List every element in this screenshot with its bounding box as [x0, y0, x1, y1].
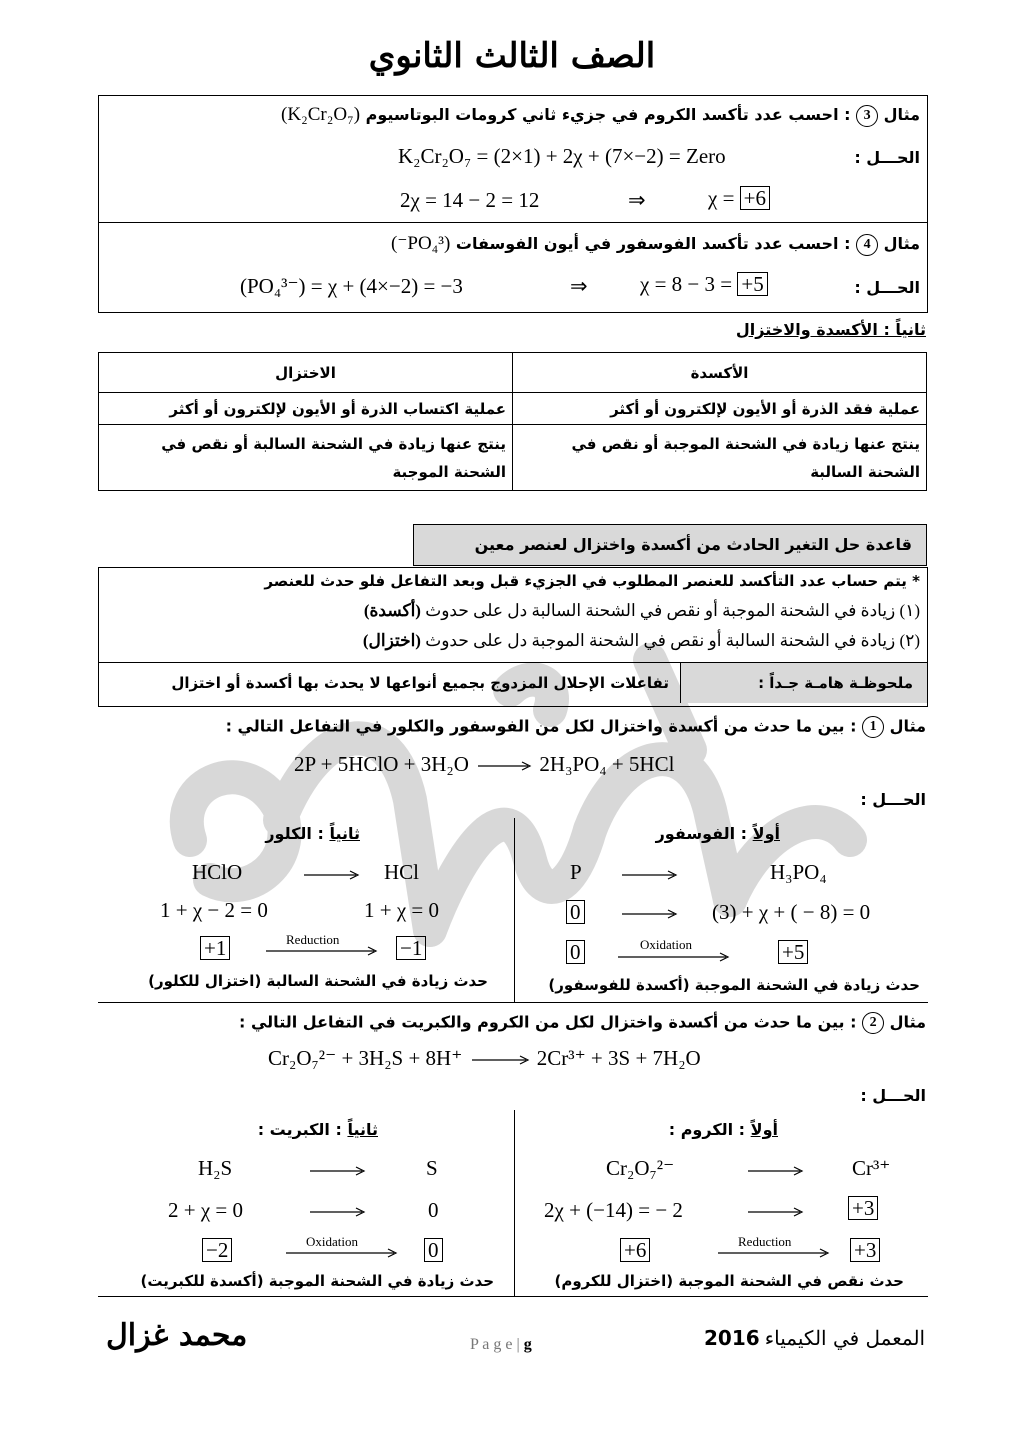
s-line-3-b: 0 [424, 1238, 443, 1263]
section-title: ثانياً : الأكسدة والاختزال [735, 320, 926, 339]
footer-signature: محمد غزال [106, 1318, 248, 1353]
oxidation-label: Oxidation [640, 937, 692, 952]
arrow [262, 944, 382, 958]
reduction-label: Reduction [286, 932, 340, 947]
arrow [618, 907, 680, 921]
s-line-2-b: 0 [428, 1198, 439, 1222]
reaction-arrow [468, 1053, 532, 1067]
formula: (PO₄³⁻) [391, 233, 451, 254]
arrow [744, 1164, 806, 1178]
example-label: مثال [889, 716, 926, 736]
example-3-result: χ = +6 [708, 186, 770, 211]
reaction-arrow [474, 759, 534, 773]
cl-line-1-b: HCl [384, 860, 420, 884]
oxidation-reduction-table [98, 352, 927, 491]
s-line-1-a: H₂S [198, 1156, 233, 1180]
bottom-divider [98, 1296, 928, 1297]
reaction-equation: Cr₂O₇²⁻ + 3H₂S + 8H⁺ 2Cr³⁺ + 3S + 7H₂O [268, 1046, 701, 1070]
arrow [306, 1164, 368, 1178]
arrow [306, 1205, 368, 1219]
reduction-def: عملية اكتساب الذرة أو الأيون لإلكترون أو أكثر [99, 393, 513, 425]
arrow [744, 1205, 806, 1219]
rule-line-1: * يتم حساب عدد التأكسد للعنصر المطلوب في الجزيء قبل وبعد التفاعل فلو حدث للعنصر [264, 572, 920, 590]
chromium-note: حدث نقص في الشحنة الموجبة (اختزال للكروم) [554, 1272, 904, 1290]
example-4-question [391, 232, 920, 256]
s-line-1-b: S [426, 1156, 438, 1180]
formula: (K₂Cr₂O₇) [281, 104, 361, 125]
column-divider [514, 818, 515, 1002]
oxidation-label: Oxidation [306, 1234, 358, 1249]
p-line-3-a: 0 [566, 940, 585, 965]
header-oxidation: الأكسدة [513, 353, 927, 393]
subtitle-sulfur: ثانياً : الكبريت : [257, 1120, 378, 1139]
example-label: مثال [883, 105, 920, 124]
page-header-title: الصف الثالث الثانوي [368, 36, 656, 76]
cl-line-1-a: HClO [192, 860, 243, 884]
note-label: ملحوظـة هامـة جـداً : [680, 663, 927, 703]
example-label: مثال [883, 234, 920, 253]
example-3-line-1: K₂Cr₂O₇ = (2×1) + 2χ + (7×−2) = Zero [398, 144, 726, 168]
solution-label: الحـــل : [860, 790, 926, 809]
s-line-2-a: 2 + χ = 0 [168, 1198, 244, 1222]
rule-line-3: (٢) زيادة في الشحنة السالبة أو نقص في الشحنة الموجبة دل على حدوث (اختزال) [362, 631, 920, 650]
example-label: مثال [889, 1012, 926, 1032]
p-line-2-a: 0 [566, 900, 585, 925]
implies-arrow: ⇒ [628, 188, 646, 212]
example-number: 2 [862, 1012, 884, 1034]
example-number: 4 [856, 234, 878, 256]
example-3-question [281, 104, 920, 127]
example-3-line-2: 2χ = 14 − 2 = 12 [400, 188, 540, 212]
cr-line-2-a: 2χ + (−14) = − 2 [544, 1198, 683, 1222]
arrow [300, 868, 362, 882]
example-1-question [226, 716, 926, 738]
phosphorus-note: حدث زيادة في الشحنة الموجبة (أكسدة للفوسفور) [548, 976, 920, 994]
answer-box: +5 [737, 272, 767, 296]
question-text: : احسب عدد تأكسد الكروم في جزيء ثاني كرومات البوتاسيوم [365, 105, 851, 124]
cr-line-3-b: +3 [850, 1238, 880, 1263]
example-number: 1 [862, 716, 884, 738]
chlorine-note: حدث زيادة في الشحنة السالبة (اختزال للكلور) [148, 972, 488, 990]
cl-line-3-a: +1 [200, 936, 230, 961]
subtitle-chromium: أولاً : الكروم : [668, 1120, 778, 1139]
question-text: : بين ما حدث من أكسدة واختزال لكل من الكروم والكبريت في التفاعل التالي : [239, 1012, 857, 1032]
example-4-line-1: (PO₄³⁻) = χ + (4×−2) = −3 [240, 274, 463, 298]
rule-line-2: (١) زيادة في الشحنة الموجبة أو نقص في الشحنة السالبة دل على حدوث (أكسدة) [363, 601, 920, 620]
arrow [614, 950, 734, 964]
p-line-1-b: H₃PO₄ [770, 860, 827, 884]
subtitle-phosphorus: أولاً : الفوسفور [655, 824, 780, 843]
example-2-question [239, 1012, 926, 1034]
reduction-label: Reduction [738, 1234, 792, 1249]
cr-line-1-b: Cr³⁺ [852, 1156, 891, 1180]
example-number: 3 [856, 105, 878, 127]
question-text: : احسب عدد تأكسد الفوسفور في أيون الفوسفات [455, 234, 851, 253]
reaction-equation: 2P + 5HClO + 3H₂O 2H₃PO₄ + 5HCl [294, 752, 675, 776]
cl-line-2-b: 1 + χ = 0 [364, 898, 440, 922]
sulfur-note: حدث زيادة في الشحنة الموجبة (أكسدة للكبريت) [140, 1272, 494, 1290]
cr-line-2-b: +3 [848, 1196, 878, 1221]
example-4-result: χ = 8 − 3 = +5 [640, 272, 768, 297]
cr-line-3-a: +6 [620, 1238, 650, 1263]
solution-label: الحـــل : [860, 1086, 926, 1105]
implies-arrow: ⇒ [570, 274, 588, 298]
page-number: P a g e | g [470, 1336, 532, 1353]
question-text: : بين ما حدث من أكسدة واختزال لكل من الفوسفور والكلور في التفاعل التالي : [225, 716, 857, 736]
answer-box: +6 [740, 186, 770, 210]
rule-title: قاعدة حل التغير الحادث من أكسدة واختزال لعنصر معين [413, 524, 927, 566]
s-line-3-a: −2 [202, 1238, 232, 1263]
header-reduction: الاختزال [99, 353, 513, 393]
arrow [282, 1246, 402, 1260]
arrow [714, 1246, 834, 1260]
note-text: تفاعلات الإحلال المزدوج بجميع أنواعها لا يحدث بها أكسدة أو اختزال [171, 674, 669, 692]
solution-label: الحـــل : [854, 148, 920, 167]
cl-line-3-b: −1 [396, 936, 426, 961]
p-line-2-b: (3) + χ + ( − 8) = 0 [712, 900, 871, 924]
cr-line-1-a: Cr₂O₇²⁻ [606, 1156, 675, 1180]
column-divider [514, 1110, 515, 1296]
section-divider [98, 1002, 928, 1003]
cl-line-2-a: 1 + χ − 2 = 0 [160, 898, 268, 922]
reduction-result: ينتج عنها زيادة في الشحنة السالبة أو نقص في الشحنة الموجبة [99, 425, 513, 491]
oxidation-result: ينتج عنها زيادة في الشحنة الموجبة أو نقص في الشحنة السالبة [513, 425, 927, 491]
solution-label: الحـــل : [854, 278, 920, 297]
p-line-1-a: P [570, 860, 582, 884]
footer-book-title: 2016 المعمل في الكيمياء [704, 1326, 926, 1350]
p-line-3-b: +5 [778, 940, 808, 965]
examples-divider [98, 222, 928, 223]
oxidation-def: عملية فقد الذرة أو الأيون لإلكترون أو أكثر [513, 393, 927, 425]
subtitle-chlorine: ثانياً : الكلور [265, 824, 360, 843]
arrow [618, 868, 680, 882]
